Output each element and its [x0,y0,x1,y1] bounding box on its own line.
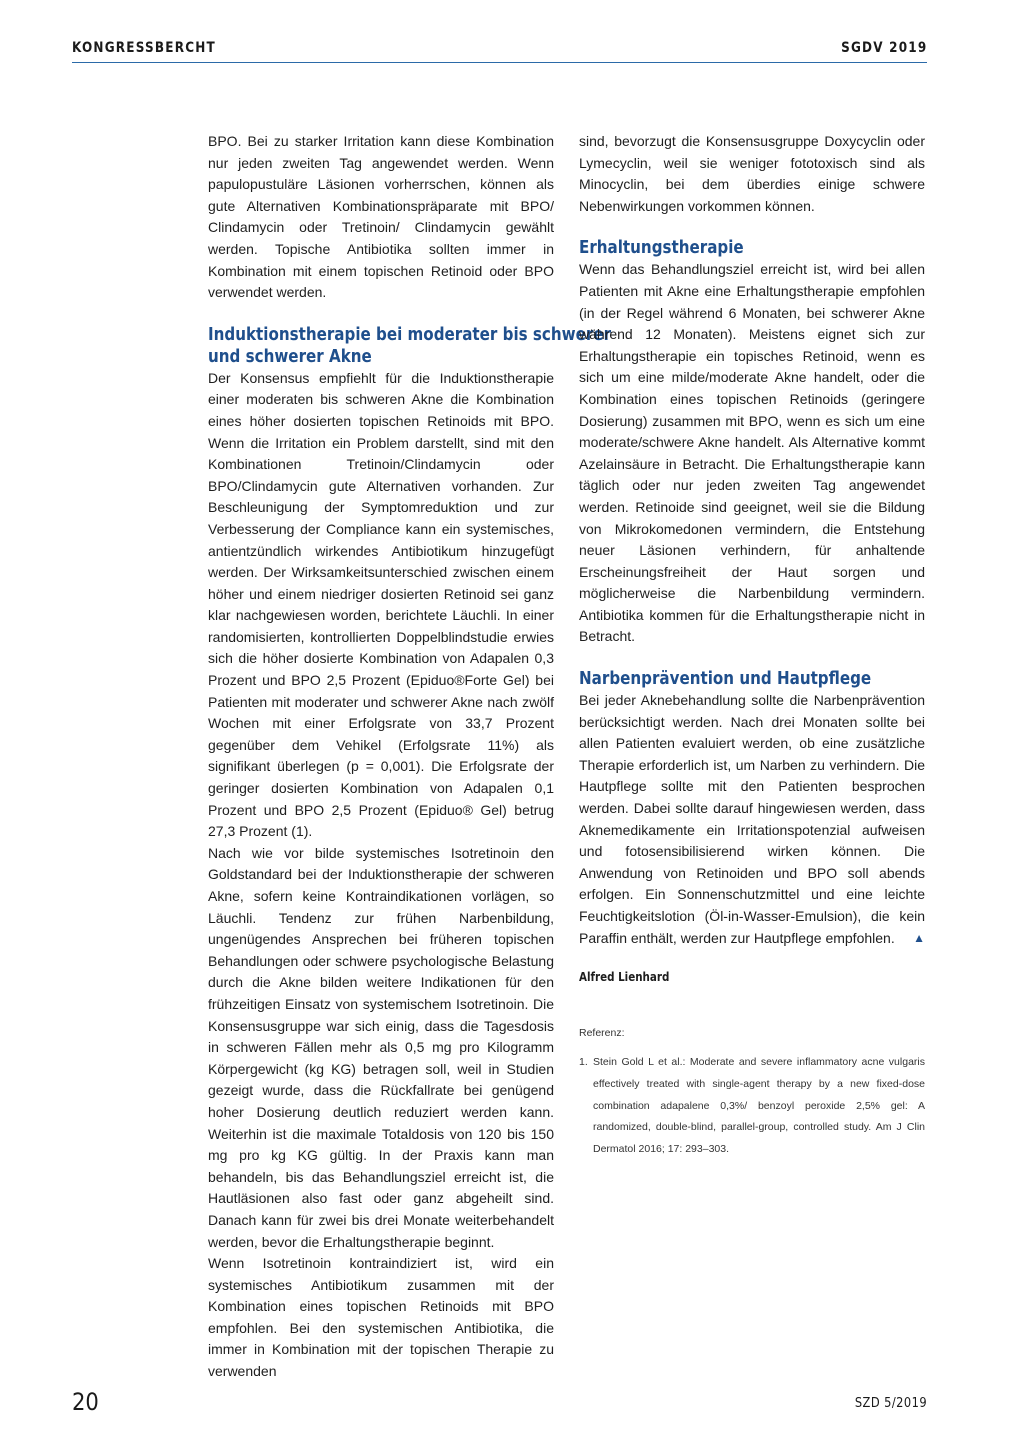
heading-erhaltungstherapie: Erhaltungstherapie [579,237,744,259]
reference-item [579,1052,925,1160]
paragraph-narben-text: Bei jeder Aknebehandlung sollte die Narbenprävention berücksichtigt werden. Nach drei Monaten sollte bei allen Patienten evaluiert werden, ob eine zusätzliche Therapie erforderlich ist, um Narben zu verhindern. Die Hautpflege sollte mit den Patienten besprochen werden. Dabei sollte darauf hingewiesen werden, dass Aknemedikamente ein Irritationspotenzial aufweisen und fotosensibilisierend wirken können. Die Anwendung von Retinoiden und BPO soll abends erfolgen. Ein Sonnenschutzmittel und eine leichte Feuchtigkeitslotion (Öl-in-Wasser-Emulsion), die kein Paraffin enthält, werden zur Hautpflege empfohlen. [579,692,925,946]
right-column [579,131,925,1160]
paragraph-bpo-irritation: BPO. Bei zu starker Irritation kann diese Kombination nur jeden zweiten Tag angewendet werden. Wenn papulopustuläre Läsionen vorherrschen, können als gute Alternativen Kombinationspräparate mit BPO/ Clindamycin oder Tretinoin/ Clindamycin gewählt werden. Topische Antibiotika sollten immer in Kombination mit einem topischen Retinoid oder BPO verwendet werden. [208,133,554,301]
reference-list [579,1052,925,1160]
reference-heading: Referenz: [579,1026,625,1039]
heading-induktionstherapie-line2: und schwerer Akne [208,345,372,367]
end-of-article-triangle-icon: ▲ [913,930,925,945]
paragraph-doxycyclin: sind, bevorzugt die Konsensusgruppe Doxycyclin oder Lymecyclin, weil sie weniger fototoxisch sind als Minocyclin, bei dem überdies einige schwere Nebenwirkungen vorkommen können. [579,133,925,214]
paragraph-antibiotika: Wenn Isotretinoin kontraindiziert ist, wird ein systemisches Antibiotikum zusammen mit der Kombination eines topischen Retinoids mit BPO empfohlen. Bei den systemischen Antibiotika, die immer in Kombination mit der topischen Therapie zu verwenden [208,1255,554,1380]
journal-issue: SZD 5/2019 [854,1396,927,1411]
paragraph-narben [579,690,925,949]
heading-induktionstherapie-line1: Induktionstherapie bei moderater bis schwerer [208,323,612,345]
heading-narbenpraevention: Narbenprävention und Hautpflege [579,668,872,690]
running-header-section: KONGRESSBERCHT [72,40,216,56]
paragraph-isotretinoin: Nach wie vor bilde systemisches Isotretinoin den Goldstandard bei der Induktionstherapie der schweren Akne, sofern keine Kontraindikationen vorlägen, so Läuchli. Tendenz zur frühen Narbenbildung, ungenügendes Ansprechen bei früheren topischen Behandlungen oder schwere psychologische Belastung durch die Akne bilden weitere Indikationen für den frühzeitigen Einsatz von systemischem Isotretinoin. Die Konsensusgruppe war sich einig, dass die Tagesdosis in schweren Fällen mehr als 0,5 mg pro Kilogramm Körpergewicht (kg KG) betragen soll, weil in Studien gezeigt wurde, dass die Rückfallrate bei genügend hoher Dosierung deutlich reduziert werden kann. Weiterhin ist die maximale Totaldosis von 120 bis 150 mg pro kg KG gültig. In der Praxis kann man behandeln, bis das Behandlungsziel erreicht ist, die Hautläsionen also fast oder ganz abgeheilt sind. Danach kann für zwei bis drei Monate weiterbehandelt werden, bevor die Erhaltungstherapie beginnt. [208,844,554,1250]
paragraph-erhaltung: Wenn das Behandlungsziel erreicht ist, wird bei allen Patienten mit Akne eine Erhaltungstherapie empfohlen (in der Regel während 6 Monaten, bei schwerer Akne während 12 Monaten). Meistens eignet sich zur Erhaltungstherapie ein topisches Retinoid, wenn es sich um eine milde/moderate Akne handelt, oder die Kombination eines topischen Retinoids (geringere Dosierung) zusammen mit BPO, wenn es sich um eine moderate/schwere Akne handelt. Als Alternative kommt Azelainsäure in Betracht. Die Erhaltungstherapie kann täglich oder nur jeden zweiten Tag angewendet werden. Retinoide sind geeignet, weil sie die Bildung von Mikrokomedonen vermindern, die Entstehung neuer Läsionen verhindern, für anhaltende Erscheinungsfreiheit der Haut sorgen und möglicherweise die Narbenbildung vermindern. Antibiotika kommen für die Erhaltungstherapie nicht in Betracht. [579,261,925,645]
reference-number: 1. [579,1056,588,1069]
header-divider [72,62,927,63]
heading-induktionstherapie [208,323,612,368]
paragraph-konsensus: Der Konsensus empfiehlt für die Induktionstherapie einer moderaten bis schweren Akne die Kombination eines höher dosierten topischen Retinoids mit BPO. Wenn die Irritation ein Problem darstellt, sind mit den Kombinationen Tretinoin/Clindamycin oder BPO/Clindamycin gute Alternativen vorhanden. Zur Beschleunigung der Symptomreduktion und zur Verbesserung der Compliance kann ein systemisches, antientzündlich wirkendes Antibiotikum hinzugefügt werden. Der Wirksamkeitsunterschied zwischen einem höher und einem niedriger dosierten Retinoid sei ganz klar nachgewiesen worden, berichtete Läuchli. In einer randomisierten, kontrollierten Doppelblindstudie erwies sich die höher dosierte Kombination von Adapalen 0,3 Prozent und BPO 2,5 Prozent (Epiduo®Forte Gel) bei Patienten mit moderater und schwerer Akne nach zwölf Wochen mit einer Erfolgsrate von 33,7 Prozent gegenüber dem Vehikel (Erfolgsrate 11%) als signifikant überlegen (p = 0,001). Die Erfolgsrate der geringer dosierten Kombination von Adapalen 0,1 Prozent und BPO 2,5 Prozent (Epiduo® Gel) betrug 27,3 Prozent (1). [208,369,554,840]
running-header-event: SGDV 2019 [840,40,927,56]
page-number: 20 [72,1388,99,1416]
reference-text: Stein Gold L et al.: Moderate and severe inflammatory acne vulgaris effectively treated with single-agent therapy by a new fixed-dose combination adapalene 0,3%/ benzoyl peroxide 2,5% gel: A randomized, double-blind, parallel-group, controlled study. Am J Clin Dermatol 2016; 17: 293–303. [593,1056,925,1155]
author-name: Alfred Lienhard [579,970,670,985]
